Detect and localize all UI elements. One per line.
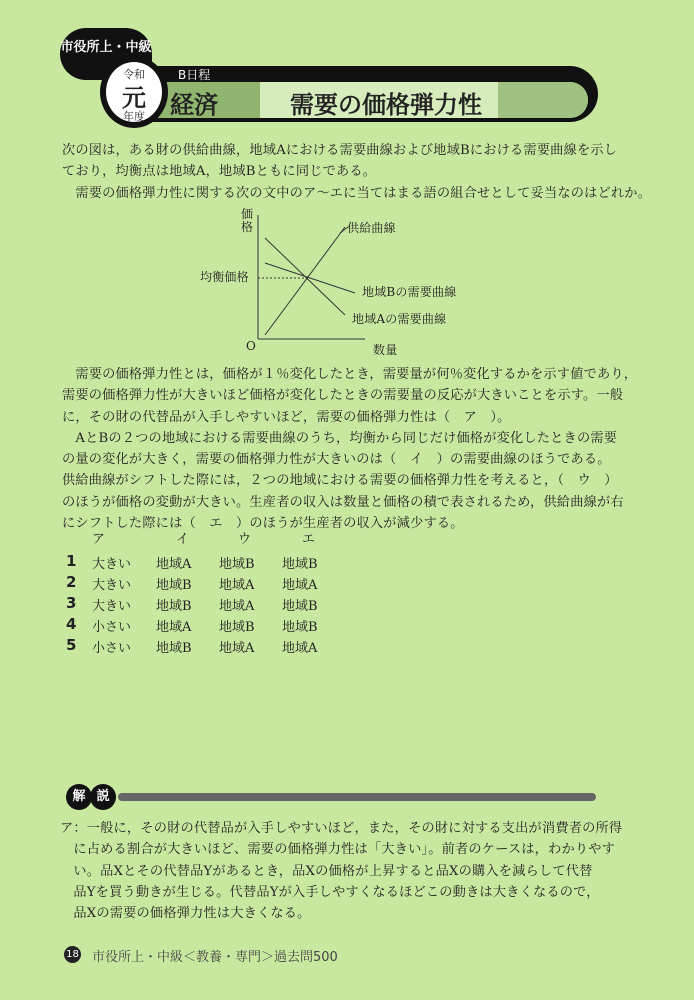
origin-label: O	[246, 339, 257, 353]
demand-curve-a	[265, 238, 345, 315]
question-body: 需要の価格弾力性とは，価格が１％変化したとき，需要量が何％変化するかを示す値であり， 需要の価格弾力性が大きいほど価格が変化したときの需要量の反応が大きいことを示す。一般 に，その財の代替品が入手しやすいほど，需要の価格弾力性は（ ア ）。 AとBの２つの地域における需要曲線のうち，均衡から同じだけ価格が変化したときの需要 の量の変化が大きく，需要の価格弾力性が大きいのは（ イ ）の需要曲線のほうである。 供給曲線がシフトした際には，２つの地域における需要の価格弾力性を考えると，（ ウ ） のほうが価格の変動が大きい。生産者の収入は数量と価格の積で表されるため，供給曲線が右 にシフトした際には（ エ ）のほうが生産者の収入が減少する。	[62, 367, 638, 532]
era: 令和	[123, 68, 145, 81]
y-axis-label: 価格	[241, 207, 254, 234]
demand-a-label: 地域Aの需要曲線	[352, 312, 447, 326]
explanation-badge-2: 説	[90, 784, 116, 810]
book-title: 市役所上・中級＜教養・専門＞過去問500	[92, 950, 338, 965]
category: 経済	[170, 91, 218, 118]
explanation-badge-1: 解	[66, 784, 92, 810]
year: 元	[122, 84, 146, 112]
year-suffix: 年度	[123, 110, 145, 123]
header-title-panel	[150, 82, 588, 118]
question-intro: 次の図は，ある財の供給曲線，地域Aにおける需要曲線および地域Bにおける需要曲線を示し ており，均衡点は地域A，地域Bともに同じである。 需要の価格弾力性に関する次の文中のア～エに当てはまる語の組合せとして妥当なのはどれか。	[62, 143, 652, 201]
explanation-divider	[118, 793, 596, 801]
equilibrium-price-label: 均衡価格	[200, 270, 249, 284]
schedule: B日程	[178, 68, 211, 82]
supply-curve-label: 供給曲線	[347, 221, 396, 235]
exam-tag: 市役所上・中級	[60, 28, 152, 80]
page-title: 需要の価格弾力性	[290, 91, 482, 118]
x-axis-label: 数量	[373, 343, 398, 357]
page-number: 18	[64, 946, 81, 963]
demand-b-label: 地域Bの需要曲線	[362, 285, 457, 299]
explanation-text: ア：一般に，その財の代替品が入手しやすいほど，また，その財に対する支出が消費者の所得 に占める割合が大きいほど、需要の価格弾力性は「大きい」。前者のケースは，わかりやす い。品Xとその代替品Yがあるとき，品Xの価格が上昇すると品Xの購入を減らして代替 品Yを買う動きが生じる。代替品Yが入手しやすくなるほどこの動きは大きくなるので， 品Xの需要の価格弾力性は大きくなる。	[60, 821, 623, 922]
supply-curve	[265, 227, 345, 335]
